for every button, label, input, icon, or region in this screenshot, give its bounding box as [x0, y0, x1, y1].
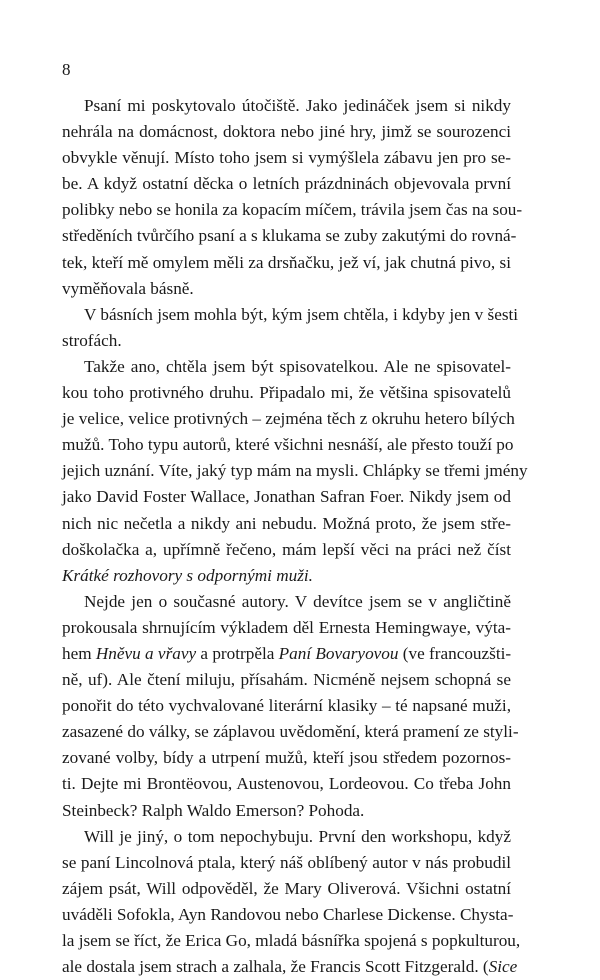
text-line: ně, uf). Ale čtení miluju, přísahám. Nicméně nejsem schopná se [62, 670, 511, 690]
text-line: Steinbeck? Ralph Waldo Emerson? Pohoda. [62, 800, 365, 820]
text-line: středěních tvůrčího psaní a s klukama se zuby zakutými do rovná- [62, 226, 517, 246]
text-line: jejich uznání. Víte, jaký typ mám na mysli. Chlápky se třemi jmény [62, 461, 528, 481]
text-line-with-titles [62, 954, 518, 980]
text-line: jako David Foster Wallace, Jonathan Safran Foer. Nikdy jsem od [62, 487, 511, 507]
text-line: zované volby, bídy a utrpení mužů, kteří jsou středem pozornos- [62, 748, 511, 768]
text-line: zasazené do války, se záplavou uvědomění, která pramení ze styli- [62, 722, 519, 742]
text-line: be. A když ostatní děcka o letních prázdninách objevovala první [62, 174, 511, 194]
text-line-with-titles [62, 641, 511, 667]
text-line: mužů. Toho typu autorů, které všichni nesnáší, ale přesto touží po [62, 435, 514, 455]
text-line: vyměňovala básně. [62, 278, 194, 298]
text-line: la jsem se říct, že Erica Go, mladá básnířka spojená s popkulturou, [62, 931, 521, 950]
book-title-italic: Hněvu a vřavy [95, 643, 197, 663]
text-line: obvykle věnují. Místo toho jsem si vymýšlela zábavu jen pro se- [62, 148, 511, 168]
text-line: nich nic nečetla a nikdy ani nebudu. Možná proto, že jsem stře- [62, 513, 511, 533]
text-line: tek, kteří mě omylem měli za drsňačku, jež ví, jak chutná pivo, si [62, 252, 511, 272]
text-segment: ale dostala jsem strach a zalhala, že Francis Scott Fitzgerald. ( [62, 957, 489, 977]
text-line: V básních jsem mohla být, kým jsem chtěla, i kdyby jen v šesti [84, 304, 519, 324]
text-line: polibky nebo se honila za kopacím míčem, trávila jsem čas na sou- [62, 200, 523, 220]
text-line: doškolačka a, upřímně řečeno, mám lepší věci na práci než číst [62, 539, 511, 559]
text-line: Psaní mi poskytovalo útočiště. Jako jedináček jsem si nikdy [84, 96, 511, 115]
text-segment: a protrpěla [196, 643, 279, 663]
text-line: Will je jiný, o tom nepochybuju. První den workshopu, když [84, 826, 511, 846]
book-title-italic: Paní Bovaryovou [278, 643, 399, 663]
text-line: ti. Dejte mi Brontëovou, Austenovou, Lordeovou. Co třeba John [62, 774, 511, 794]
text-segment: (ve francouzšti- [398, 643, 512, 663]
text-line: je velice, velice protivných – zejména těch z okruhu hetero bílých [62, 409, 515, 429]
text-line: se paní Lincolnová ptala, který náš oblíbený autor v nás probudil [62, 852, 511, 872]
page-number: 8 [62, 60, 71, 79]
book-title-italic: Krátké rozhovory s odpornými muži. [62, 565, 313, 585]
body-text [62, 93, 528, 980]
text-line: zájem psát, Will odpověděl, že Mary Oliverová. Všichni ostatní [62, 878, 511, 898]
text-line: strofách. [62, 330, 122, 350]
text-line: nehrála na domácnost, doktora nebo jiné hry, jimž se sourozenci [62, 122, 511, 142]
text-line: ponořit do této vychvalované literární klasiky – té napsané muži, [62, 696, 511, 716]
text-line: uváděli Sofokla, Ayn Randovou nebo Charlese Dickense. Chysta- [62, 904, 514, 924]
text-line: Nejde jen o současné autory. V devítce jsem se v angličtině [84, 591, 511, 611]
text-line: kou toho protivného druhu. Připadalo mi, že většina spisovatelů [62, 383, 511, 403]
italic-word: Sice [488, 957, 518, 977]
text-segment: hem [62, 643, 96, 663]
text-line: prokousala shrnujícím výkladem děl Ernesta Hemingwaye, výta- [62, 617, 511, 637]
text-line: Takže ano, chtěla jsem být spisovatelkou. Ale ne spisovatel- [84, 356, 511, 376]
